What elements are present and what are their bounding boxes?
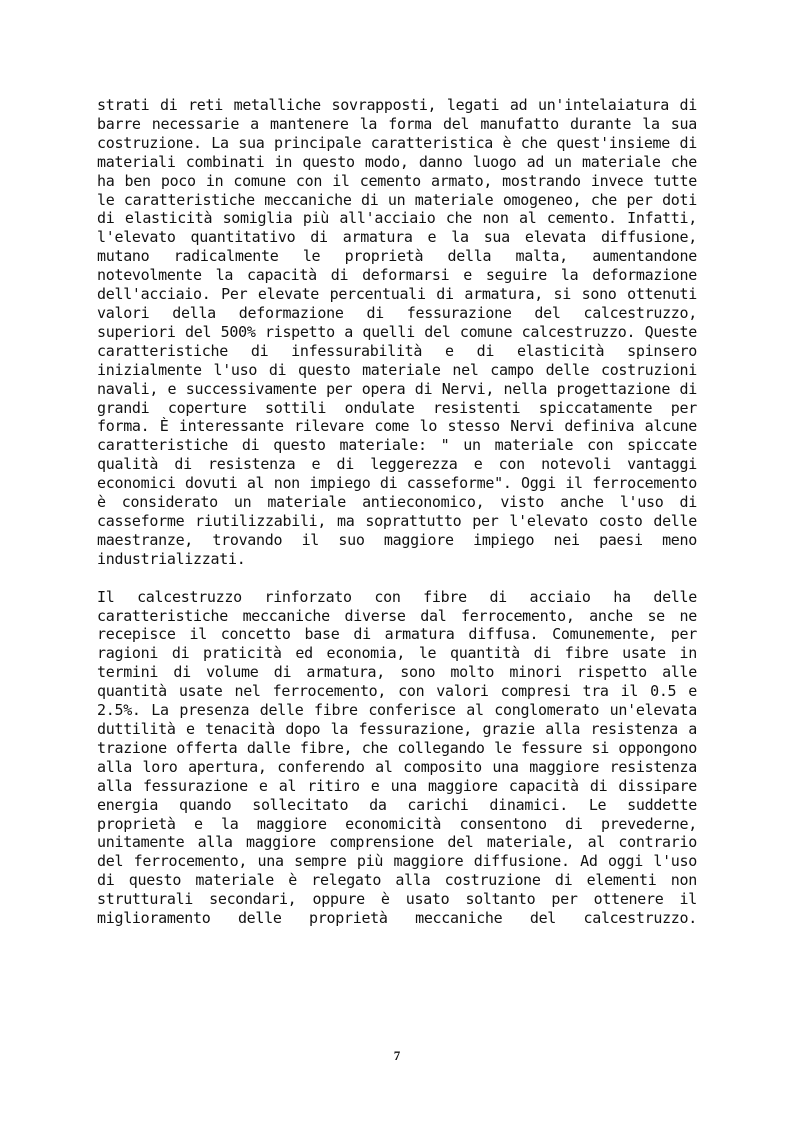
paragraph-ferrocemento: strati di reti metalliche sovrapposti, legati ad un'intelaiatura di barre necessarie a mantenere la forma del manufatto durante la sua costruzione. La sua principale caratteristica è che quest'insieme di materiali combinati in questo modo, danno luogo ad un materiale che ha ben poco in comune con il cemento armato, mostrando invece tutte le caratteristiche meccaniche di un materiale omogeneo, che per doti di elasticità somiglia più all'acciaio che non al cemento. Infatti, l'elevato quantitativo di armatura e la sua elevata diffusione, mutano radicalmente le proprietà della malta, aumentandone notevolmente la capacità di deformarsi e seguire la deformazione dell'acciaio. Per elevate percentuali di armatura, si sono ottenuti valori della deformazione di fessurazione del calcestruzzo, superiori del 500% rispetto a quelli del comune calcestruzzo. Queste caratteristiche di infessurabilità e di elasticità spinsero inizialmente l'uso di questo materiale nel campo delle costruzioni navali, e successivamente per opera di Nervi, nella progettazione di grandi coperture sottili ondulate resistenti spiccatamente per forma. È interessante rilevare come lo stesso Nervi definiva alcune caratteristiche di questo materiale: " un materiale con spiccate qualità di resistenza e di leggerezza e con notevoli vantaggi economici dovuti al non impiego di casseforme". Oggi il ferrocemento è considerato un materiale antieconomico, visto anche l'uso di casseforme riutilizzabili, ma soprattutto per l'elevato costo delle maestranze, trovando il suo maggiore impiego nei paesi meno industrializzati. <box>97 96 697 568</box>
paragraph-fibrorinforzato: Il calcestruzzo rinforzato con fibre di acciaio ha delle caratteristiche meccaniche diverse dal ferrocemento, anche se ne recepisce il concetto base di armatura diffusa. Comunemente, per ragioni di praticità ed economia, le quantità di fibre usate in termini di volume di armatura, sono molto minori rispetto alle quantità usate nel ferrocemento, con valori compresi tra il 0.5 e 2.5%. La presenza delle fibre conferisce al conglomerato un'elevata duttilità e tenacità dopo la fessurazione, grazie alla resistenza a trazione offerta dalle fibre, che collegando le fessure si oppongono alla loro apertura, conferendo al composito una maggiore resistenza alla fessurazione e al ritiro e una maggiore capacità di dissipare energia quando sollecitato da carichi dinamici. Le suddette proprietà e la maggiore economicità consentono di prevederne, unitamente alla maggiore comprensione del materiale, al contrario del ferrocemento, una sempre più maggiore diffusione. Ad oggi l'uso di questo materiale è relegato alla costruzione di elementi non strutturali secondari, oppure è usato soltanto per ottenere il miglioramento delle proprietà meccaniche del calcestruzzo. <box>97 587 697 928</box>
page-number: 7 <box>393 1048 401 1063</box>
page-body <box>97 96 697 928</box>
